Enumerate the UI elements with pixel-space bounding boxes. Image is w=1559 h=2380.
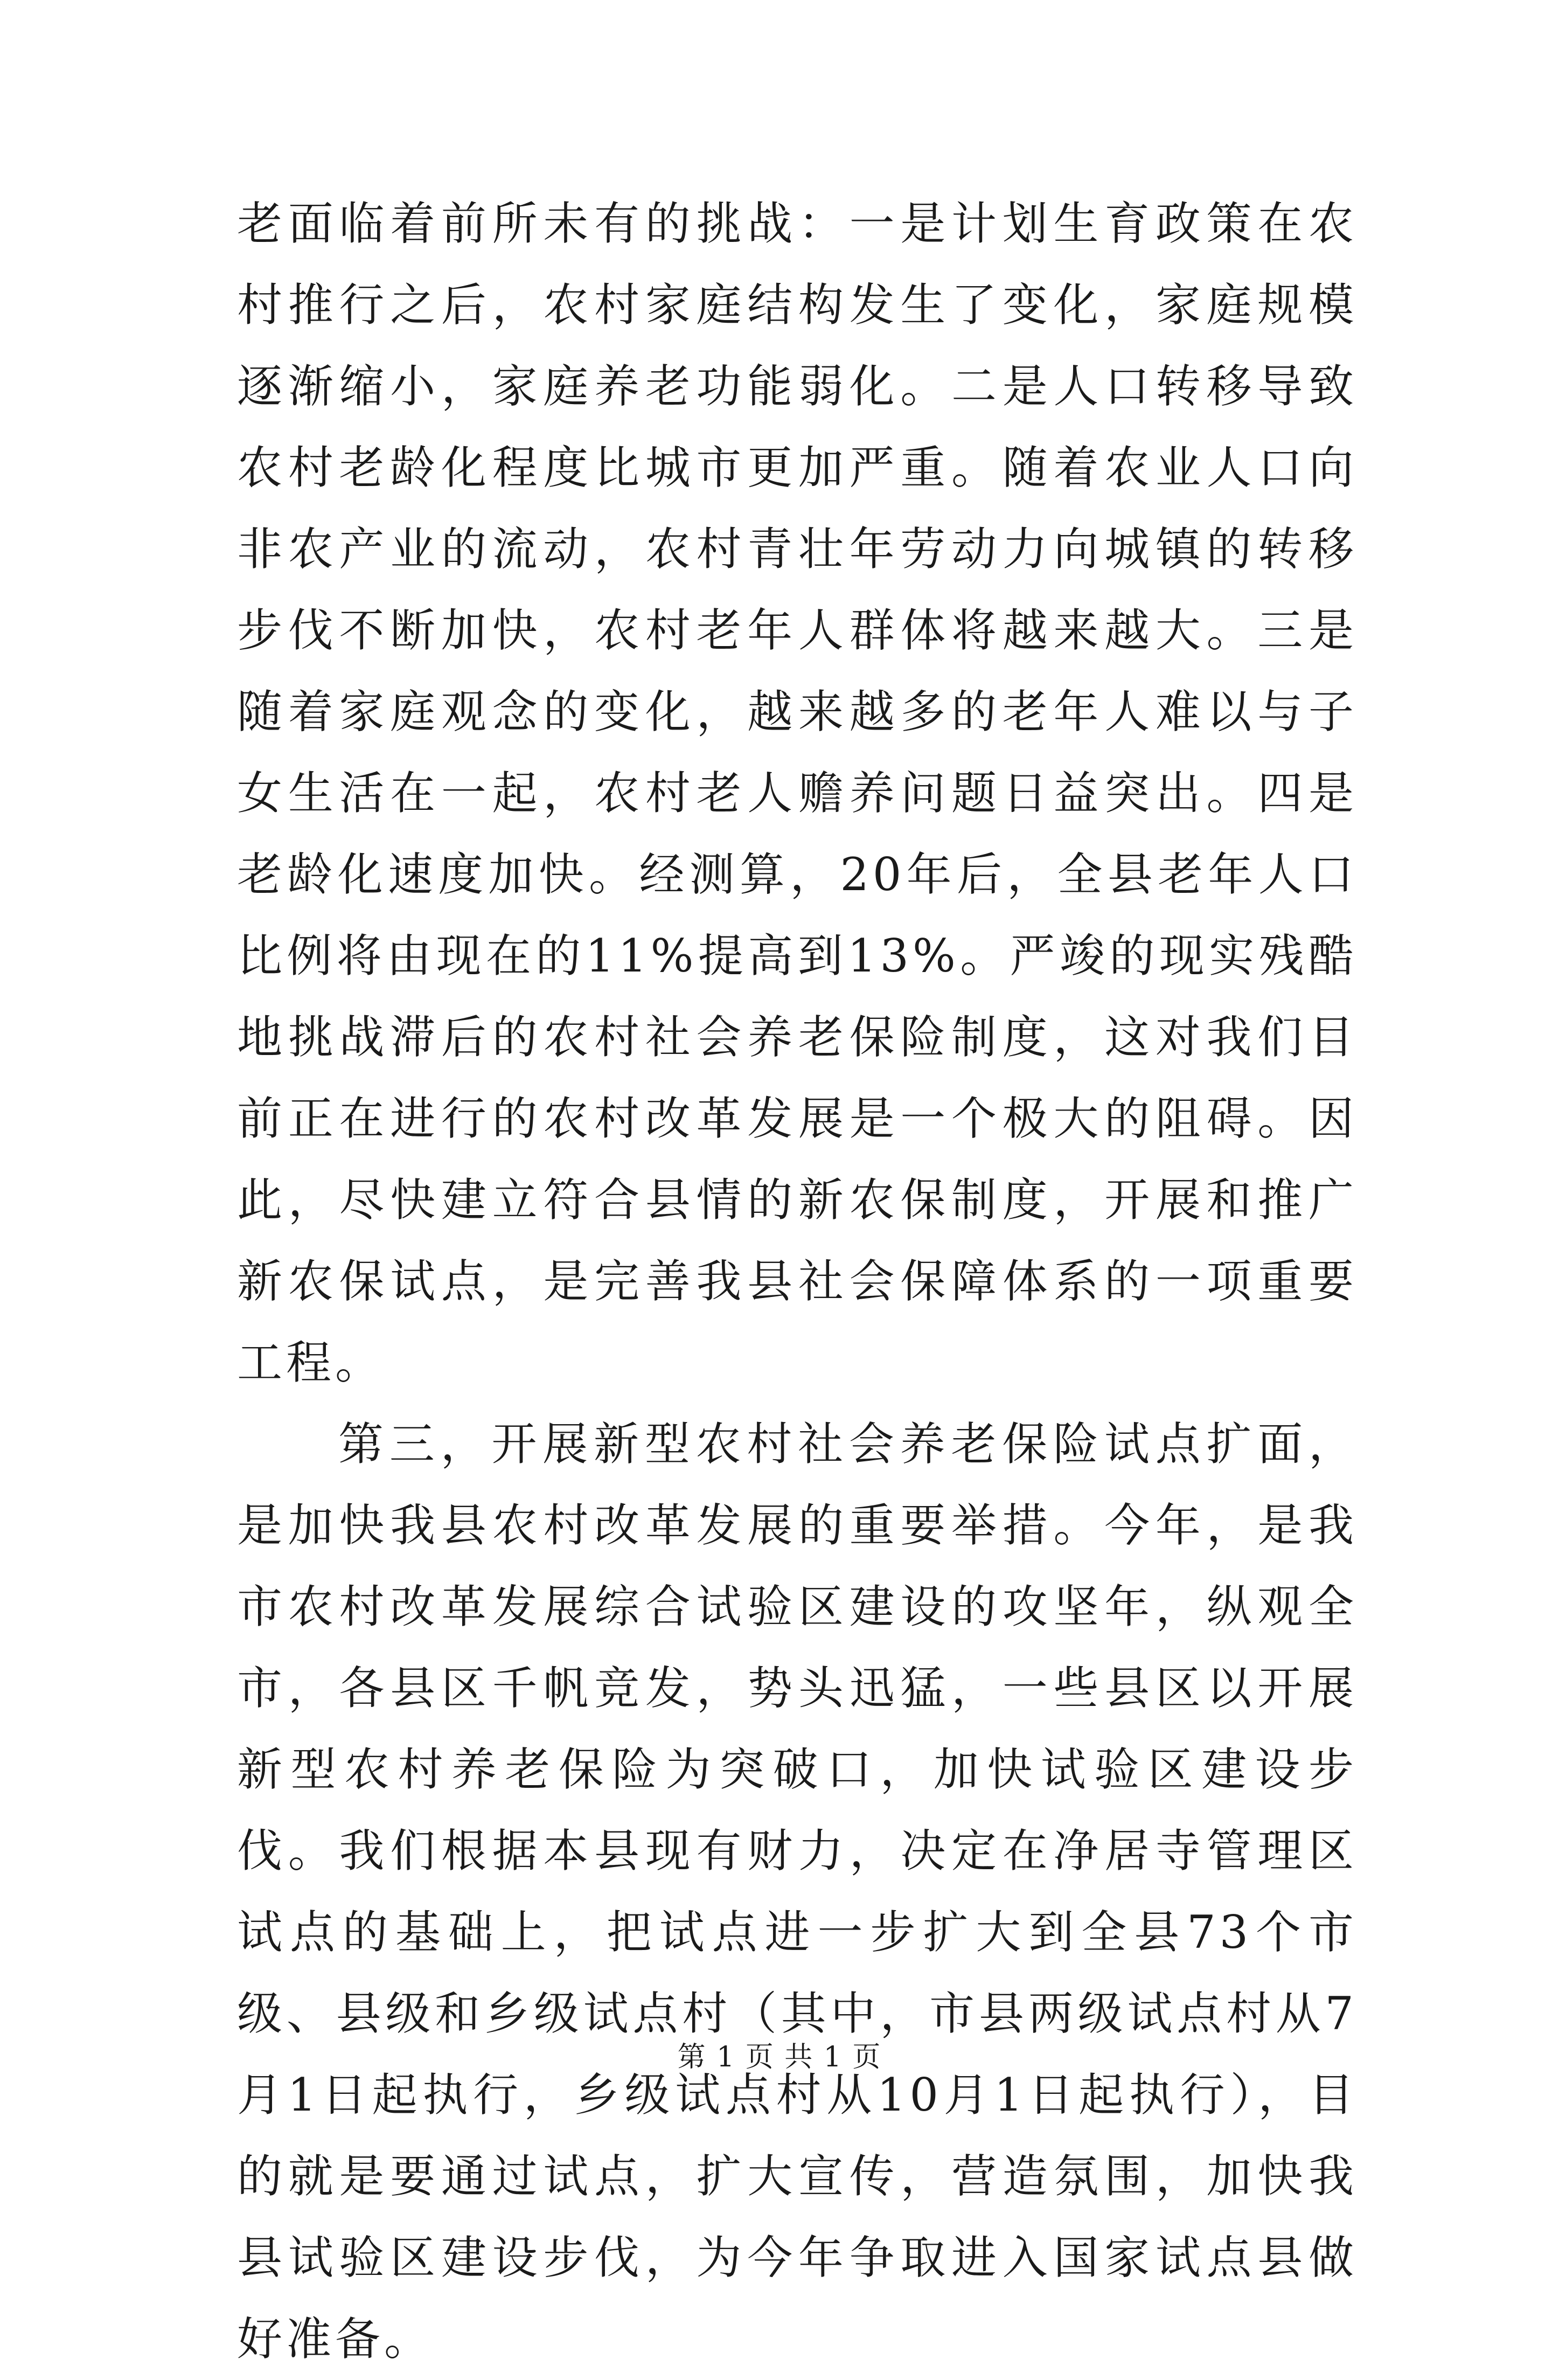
paragraph-continued: 老面临着前所未有的挑战：一是计划生育政策在农村推行之后，农村家庭结构发生了变化，家庭规模逐渐缩小，家庭养老功能弱化。二是人口转移导致农村老龄化程度比城市更加严重。随着农业人口向非农产业的流动，农村青壮年劳动力向城镇的转移步伐不断加快，农村老年人群体将越来越大。三是随着家庭观念的变化，越来越多的老年人难以与子女生活在一起，农村老人赡养问题日益突出。四是老龄化速度加快。经测算，20年后，全县老年人口比例将由现在的11%提高到13%。严竣的现实残酷地挑战滞后的农村社会养老保险制度，这对我们目前正在进行的农村改革发展是一个极大的阻碍。因此，尽快建立符合县情的新农保制度，开展和推广新农保试点，是完善我县社会保障体系的一项重要工程。	[237, 197, 1358, 1389]
page-number-footer: 第 1 页 共 1 页	[677, 2041, 882, 2073]
paragraph-third-point: 第三，开展新型农村社会养老保险试点扩面，是加快我县农村改革发展的重要举措。今年，是我市农村改革发展综合试验区建设的攻坚年，纵观全市，各县区千帆竞发，势头迅猛，一些县区以开展新型农村养老保险为突破口，加快试验区建设步伐。我们根据本县现有财力，决定在净居寺管理区试点的基础上，把试点进一步扩大到全县73个市级、县级和乡级试点村（其中，市县两级试点村从7月1日起执行，乡级试点村从10月1日起执行），目的就是要通过试点，扩大宣传，营造氛围，加快我县试验区建设步伐，为今年争取进入国家试点县做好准备。	[237, 1418, 1358, 2365]
